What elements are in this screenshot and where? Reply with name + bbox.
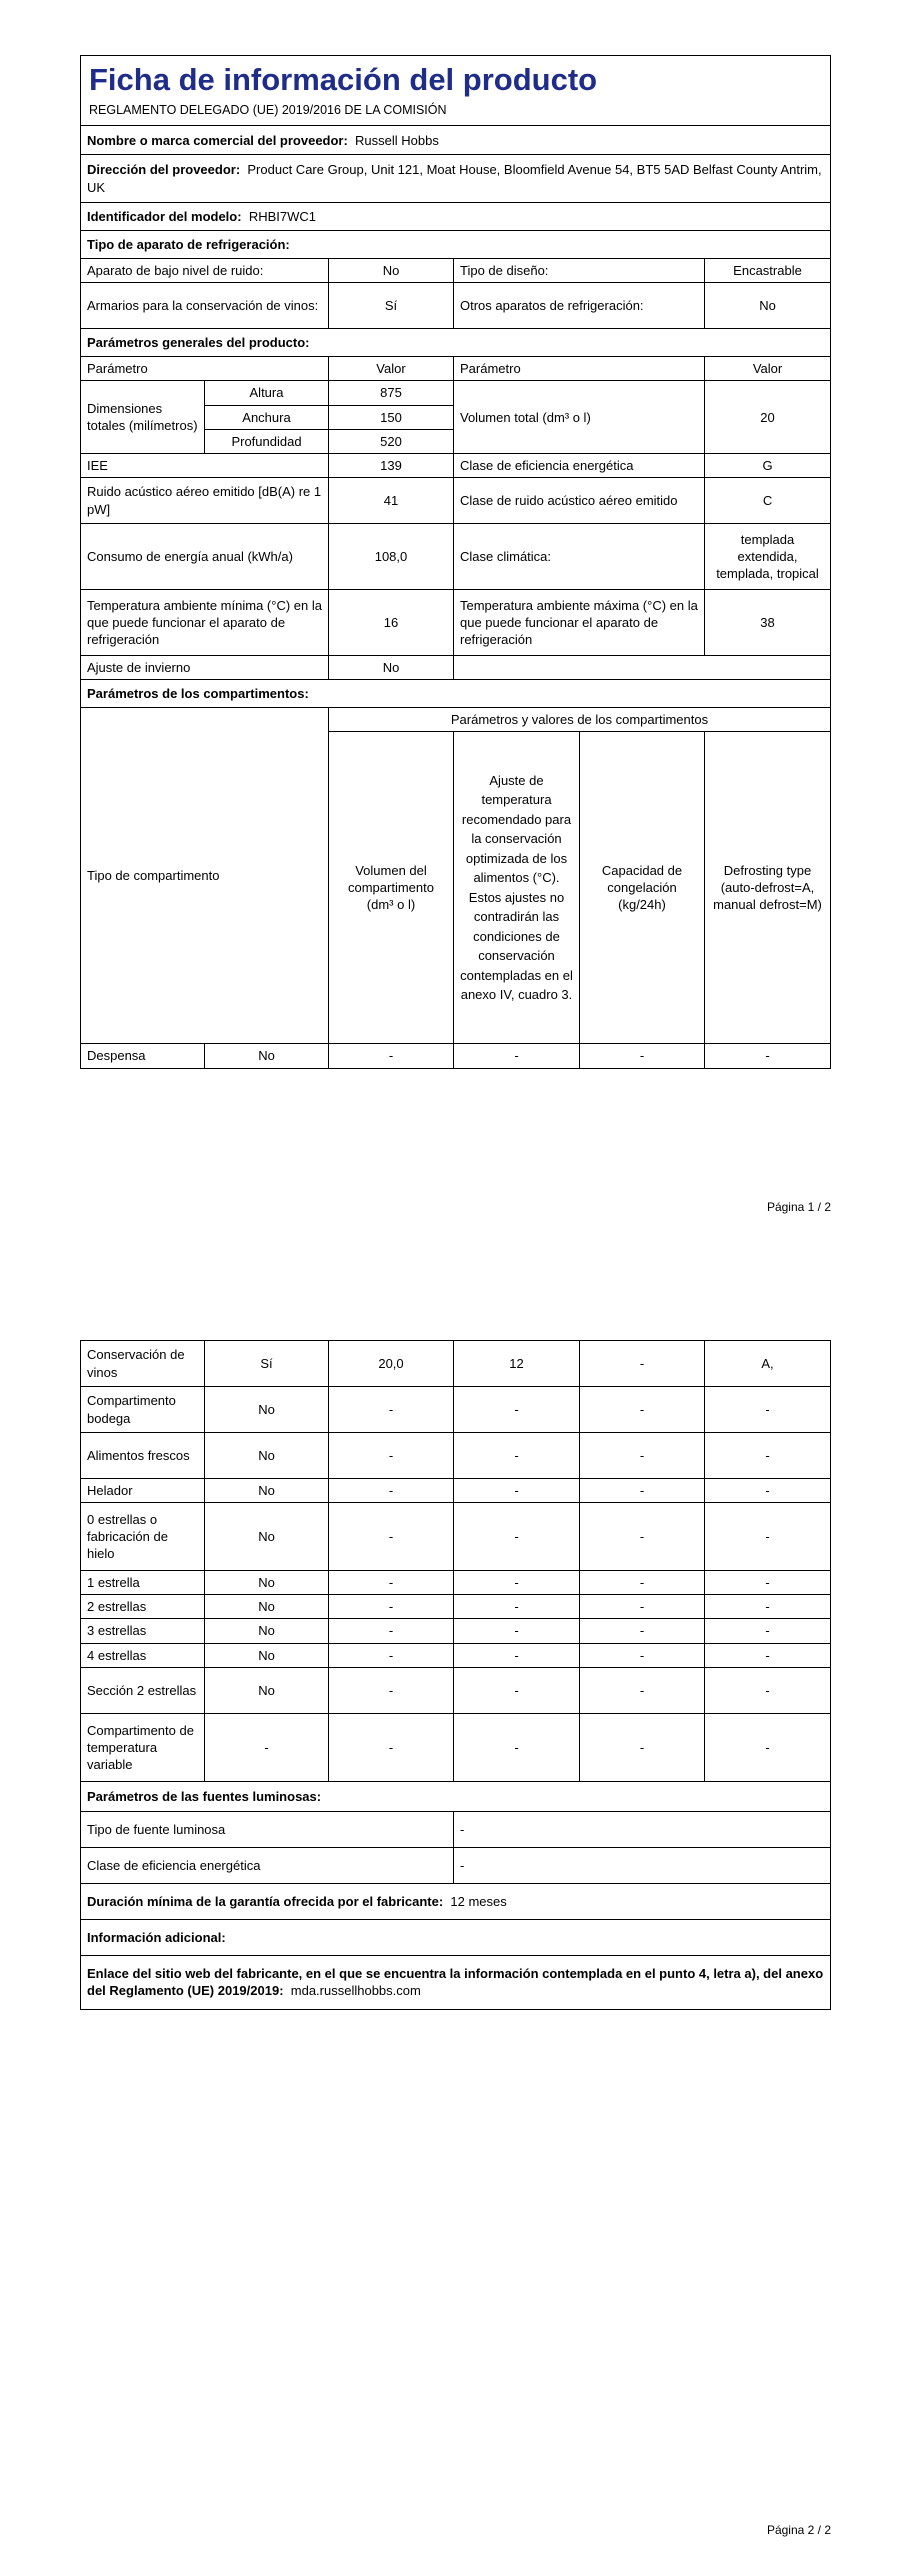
compartment-defrost: - [705,1713,831,1781]
compartment-row [81,1571,831,1595]
compartment-temp: - [454,1643,580,1667]
light-class-value: - [454,1847,831,1883]
compartment-row [81,1044,831,1068]
compartment-volume: - [329,1503,454,1571]
appliance-type-heading-row [81,231,831,259]
compartment-present: - [205,1713,329,1781]
compartment-name: 2 estrellas [81,1595,205,1619]
dimensions-label: Dimensiones totales (milímetros) [81,381,205,453]
depth-value: 520 [329,429,454,453]
compartment-volume: - [329,1571,454,1595]
other-appliance-label: Otros aparatos de refrigeración: [454,283,705,329]
temperature-col-header: Ajuste de temperatura recomendado para la conservación optimizada de los alimentos (°C). Estos ajustes no contradirán las condiciones de conservación contempladas en el anexo IV, cuadro 3. [454,732,580,1044]
compartment-name: Conservación de vinos [81,1341,205,1387]
regulation-subtitle: REGLAMENTO DELEGADO (UE) 2019/2016 DE LA COMISIÓN [89,102,447,117]
compartment-volume: - [329,1433,454,1479]
compartment-present: No [205,1503,329,1571]
max-temp-label: Temperatura ambiente máxima (°C) en la que puede funcionar el aparato de refrigeración [454,590,705,656]
compartment-present: No [205,1595,329,1619]
design-type-value: Encastrable [705,259,831,283]
value-col-header: Valor [329,357,454,381]
annual-energy-value: 108,0 [329,524,454,590]
light-heading-row [81,1781,831,1811]
compartment-temp: - [454,1479,580,1503]
height-row [81,381,831,405]
warranty-row [81,1883,831,1919]
compartment-row [81,1433,831,1479]
weblink-value: mda.russellhobbs.com [290,1983,421,1999]
compartment-name: Compartimento bodega [81,1387,205,1433]
compartment-temp: - [454,1433,580,1479]
min-temp-value: 16 [329,590,454,656]
title-row [81,56,831,126]
compartment-present: No [205,1619,329,1643]
compartment-freeze: - [580,1433,705,1479]
compartment-name: 4 estrellas [81,1643,205,1667]
compartment-row [81,1341,831,1387]
page-title: Ficha de información del producto [89,62,598,97]
annual-energy-label: Consumo de energía anual (kWh/a) [81,524,329,590]
weblink-label: Enlace del sitio web del fabricante, en el que se encuentra la información contemplada en el punto 4, letra a), del anexo del Reglamento (UE) 2019/2019: [87,1966,824,1999]
compartment-temp: 12 [454,1341,580,1387]
compartment-present: No [205,1433,329,1479]
compartment-present: No [205,1387,329,1433]
compartment-freeze: - [580,1044,705,1068]
compartment-volume: - [329,1479,454,1503]
eei-label: IEE [81,453,329,477]
compartment-present: No [205,1479,329,1503]
additional-info-label: Información adicional: [81,1919,831,1955]
width-value: 150 [329,405,454,429]
compartment-freeze: - [580,1479,705,1503]
supplier-address-value: Product Care Group, Unit 121, Moat House, Bloomfield Avenue 54, BT5 5AD Belfast County Antrim, UK [87,162,822,195]
light-class-row [81,1847,831,1883]
compartment-present: No [205,1643,329,1667]
total-volume-label: Volumen total (dm³ o l) [454,381,705,453]
compartment-volume: - [329,1387,454,1433]
compartment-name: Compartimento de temperatura variable [81,1713,205,1781]
supplier-name-row [81,126,831,155]
warranty-label: Duración mínima de la garantía ofrecida por el fabricante: [87,1893,444,1909]
product-info-table [80,55,831,1069]
freezing-col-header: Capacidad de congelación (kg/24h) [580,732,705,1044]
compartment-freeze: - [580,1503,705,1571]
compartment-row [81,1503,831,1571]
compartment-defrost: - [705,1044,831,1068]
volume-col-header: Volumen del compartimento (dm³ o l) [329,732,454,1044]
wine-cabinet-row [81,283,831,329]
eei-value: 139 [329,453,454,477]
compartment-row [81,1595,831,1619]
compartment-name: Helador [81,1479,205,1503]
light-type-value: - [454,1811,831,1847]
value-col-header-2: Valor [705,357,831,381]
noise-label: Ruido acústico aéreo emitido [dB(A) re 1 pW] [81,478,329,524]
compartments-heading-row [81,680,831,708]
compartment-type-header: Tipo de compartimento [81,708,329,1044]
compartment-freeze: - [580,1713,705,1781]
page-2 [0,1280,905,2560]
compartment-defrost: - [705,1571,831,1595]
compartment-volume: - [329,1619,454,1643]
compartment-volume: - [329,1044,454,1068]
compartment-temp: - [454,1044,580,1068]
compartment-present: Sí [205,1341,329,1387]
compartment-row [81,1619,831,1643]
noise-class-value: C [705,478,831,524]
compartment-freeze: - [580,1667,705,1713]
design-type-label: Tipo de diseño: [454,259,705,283]
compartments-group-row [81,708,831,732]
param-col-header-2: Parámetro [454,357,705,381]
general-params-heading-row [81,329,831,357]
compartment-freeze: - [580,1595,705,1619]
compartment-freeze: - [580,1341,705,1387]
total-volume-value: 20 [705,381,831,453]
compartment-name: Despensa [81,1044,205,1068]
compartment-row [81,1643,831,1667]
compartment-temp: - [454,1571,580,1595]
compartment-row [81,1479,831,1503]
compartment-present: No [205,1667,329,1713]
compartment-params-header: Parámetros y valores de los compartimentos [329,708,831,732]
compartment-defrost: A, [705,1341,831,1387]
compartment-name: 3 estrellas [81,1619,205,1643]
compartment-name: Sección 2 estrellas [81,1667,205,1713]
compartment-temp: - [454,1619,580,1643]
model-row [81,203,831,231]
noise-class-label: Clase de ruido acústico aéreo emitido [454,478,705,524]
defrost-col-header: Defrosting type (auto-defrost=A, manual defrost=M) [705,732,831,1044]
height-value: 875 [329,381,454,405]
winter-setting-label: Ajuste de invierno [81,656,329,680]
compartment-present: No [205,1044,329,1068]
compartment-name: Alimentos frescos [81,1433,205,1479]
model-label: Identificador del modelo: [87,209,242,225]
supplier-name-value: Russell Hobbs [355,132,439,148]
compartment-temp: - [454,1595,580,1619]
compartment-defrost: - [705,1619,831,1643]
compartment-freeze: - [580,1387,705,1433]
light-source-heading: Parámetros de las fuentes luminosas: [81,1781,831,1811]
height-label: Altura [205,381,329,405]
compartment-volume: - [329,1667,454,1713]
compartment-temp: - [454,1503,580,1571]
eei-row [81,453,831,477]
page-number-2: Página 2 / 2 [766,2523,831,2537]
compartment-volume: 20,0 [329,1341,454,1387]
light-type-label: Tipo de fuente luminosa [81,1811,454,1847]
general-params-heading: Parámetros generales del producto: [81,329,831,357]
max-temp-value: 38 [705,590,831,656]
page-number-1: Página 1 / 2 [766,1200,831,1214]
light-type-row [81,1811,831,1847]
compartment-defrost: - [705,1479,831,1503]
compartment-temp: - [454,1713,580,1781]
width-label: Anchura [205,405,329,429]
climate-class-label: Clase climática: [454,524,705,590]
compartment-volume: - [329,1595,454,1619]
compartment-defrost: - [705,1667,831,1713]
low-noise-value: No [329,259,454,283]
compartment-defrost: - [705,1503,831,1571]
compartment-defrost: - [705,1387,831,1433]
supplier-address-label: Dirección del proveedor: [87,162,241,178]
light-class-label: Clase de eficiencia energética [81,1847,454,1883]
low-noise-row [81,259,831,283]
noise-value: 41 [329,478,454,524]
additional-info-row [81,1919,831,1955]
compartments-heading: Parámetros de los compartimentos: [81,680,831,708]
compartment-freeze: - [580,1643,705,1667]
energy-class-value: G [705,453,831,477]
noise-row [81,478,831,524]
climate-class-value: templada extendida, templada, tropical [705,524,831,590]
compartment-defrost: - [705,1595,831,1619]
appliance-type-heading: Tipo de aparato de refrigeración: [81,231,831,259]
compartment-name: 1 estrella [81,1571,205,1595]
model-value: RHBI7WC1 [248,209,316,225]
winter-row [81,656,831,680]
general-params-header-row [81,357,831,381]
compartment-defrost: - [705,1643,831,1667]
compartment-freeze: - [580,1619,705,1643]
supplier-name-label: Nombre o marca comercial del proveedor: [87,132,348,148]
wine-cabinet-label: Armarios para la conservación de vinos: [81,283,329,329]
energy-row [81,524,831,590]
compartment-name: 0 estrellas o fabricación de hielo [81,1503,205,1571]
warranty-value: 12 meses [450,1893,507,1909]
compartment-freeze: - [580,1571,705,1595]
other-appliance-value: No [705,283,831,329]
supplier-address-row [81,155,831,203]
energy-class-label: Clase de eficiencia energética [454,453,705,477]
compartment-volume: - [329,1643,454,1667]
compartments-table-continued [80,1340,831,2010]
weblink-row [81,1955,831,2009]
compartment-present: No [205,1571,329,1595]
param-col-header: Parámetro [81,357,329,381]
min-temp-label: Temperatura ambiente mínima (°C) en la que puede funcionar el aparato de refrigeración [81,590,329,656]
compartment-row [81,1713,831,1781]
compartment-row [81,1387,831,1433]
wine-cabinet-value: Sí [329,283,454,329]
depth-label: Profundidad [205,429,329,453]
compartment-row [81,1667,831,1713]
temperature-row [81,590,831,656]
low-noise-label: Aparato de bajo nivel de ruido: [81,259,329,283]
compartment-temp: - [454,1667,580,1713]
compartment-temp: - [454,1387,580,1433]
compartment-defrost: - [705,1433,831,1479]
compartment-volume: - [329,1713,454,1781]
winter-setting-value: No [329,656,454,680]
